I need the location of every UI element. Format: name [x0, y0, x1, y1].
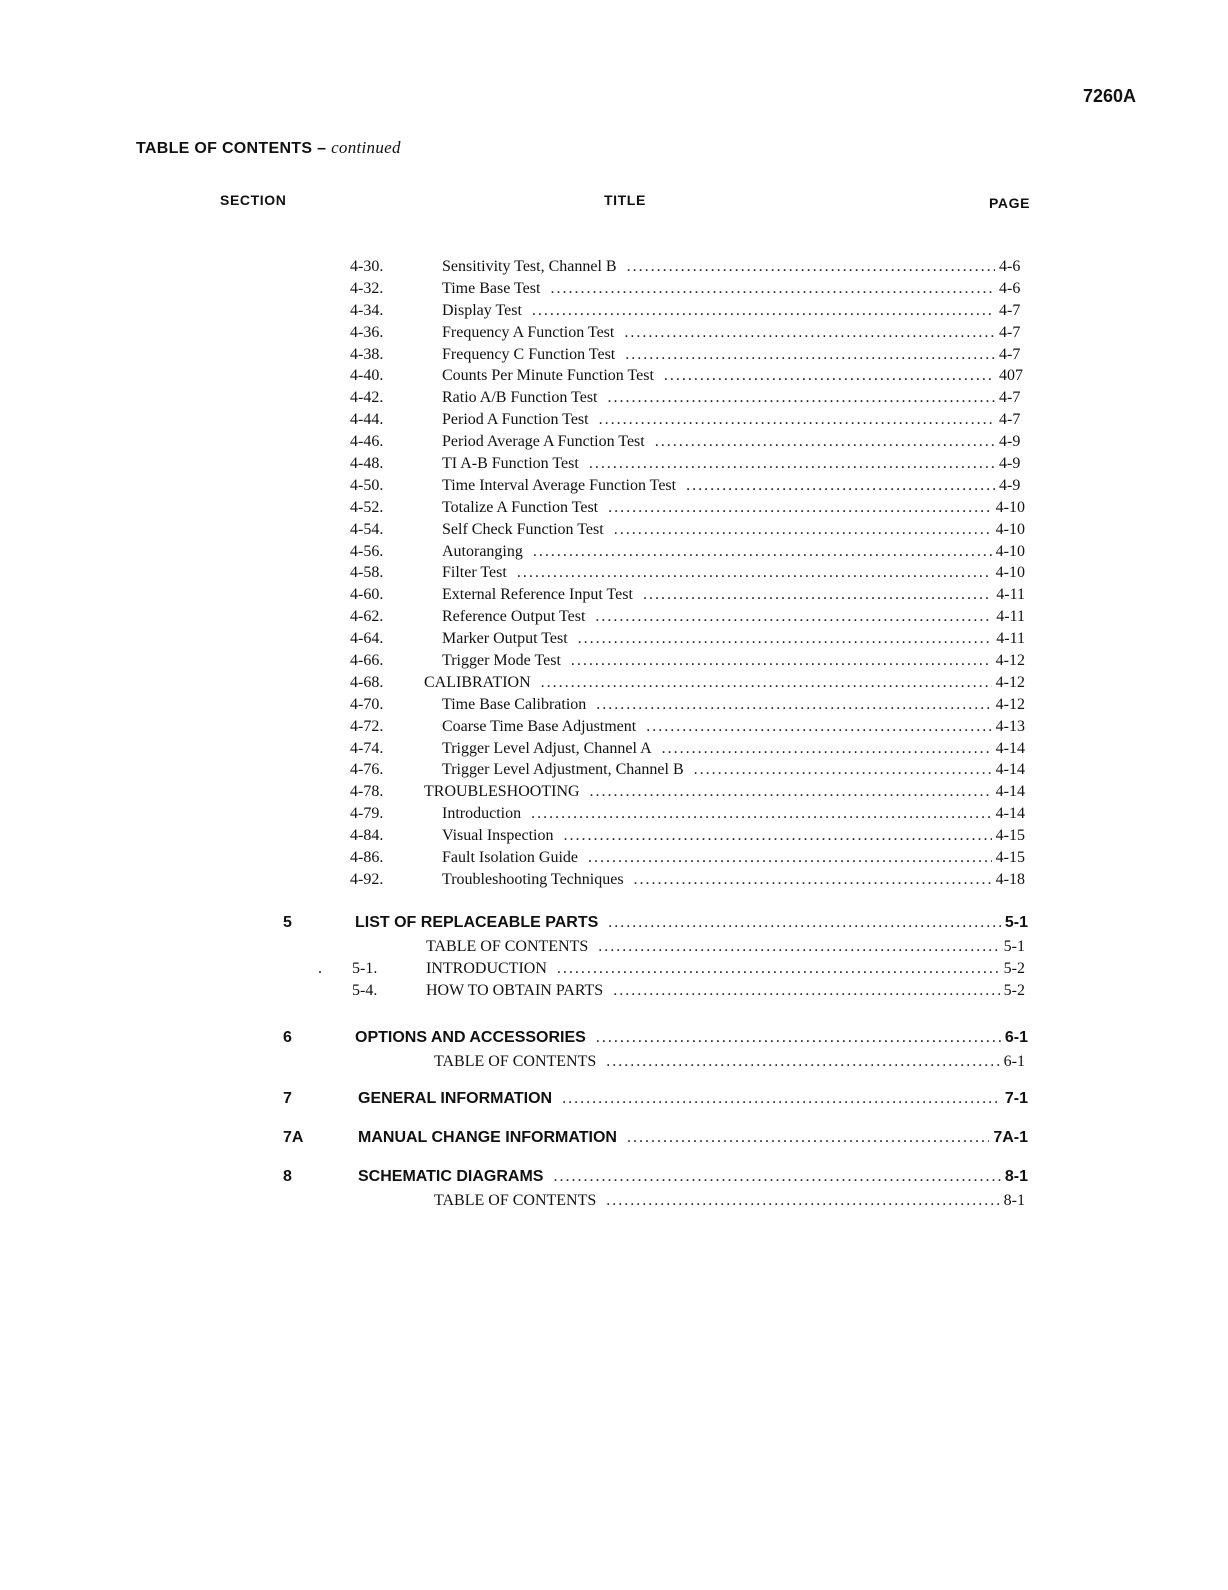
toc-entry: [0, 871, 1228, 893]
entry-number: 4-86.: [350, 849, 384, 867]
section-6-block: [0, 1029, 1228, 1075]
entry-number: 4-62.: [350, 608, 384, 626]
stray-mark: .: [318, 960, 322, 977]
subsection-title: HOW TO OBTAIN PARTS: [426, 982, 604, 999]
section-title: OPTIONS AND ACCESSORIES: [355, 1029, 586, 1046]
section-title: MANUAL CHANGE INFORMATION: [358, 1129, 617, 1146]
dot-leader: [578, 630, 993, 648]
dot-leader: [596, 1029, 1001, 1047]
entry-line: [442, 740, 1025, 758]
entry-line: [442, 302, 1025, 320]
entry-title: External Reference Input Test: [442, 586, 633, 604]
entry-title: Self Check Function Test: [442, 520, 604, 538]
subsection-row: [0, 982, 1228, 1004]
entry-line: [442, 346, 1025, 364]
entry-number: 4-68.: [350, 673, 384, 691]
toc-entry-major: [0, 674, 1228, 696]
section-page: 7A-1: [993, 1129, 1028, 1146]
entry-line: [442, 805, 1025, 823]
entry-number: 4-92.: [350, 870, 384, 888]
entry-number: 4-58.: [350, 564, 384, 582]
subsection-page: 5-2: [1003, 960, 1025, 977]
dot-leader: [589, 455, 995, 473]
entry-number: 4-40.: [350, 367, 384, 385]
section-page: 5-1: [1004, 914, 1028, 931]
dot-leader: [664, 367, 995, 385]
entry-page: 4-6: [999, 279, 1021, 297]
entry-line: [442, 389, 1025, 407]
dot-leader: [596, 696, 991, 714]
entry-line: [442, 630, 1025, 648]
entry-line: [442, 324, 1025, 342]
entry-line: [442, 849, 1025, 867]
section-number: 6: [283, 1029, 292, 1046]
subsection-page: 6-1: [1003, 1053, 1025, 1070]
entry-number: 4-50.: [350, 476, 384, 494]
entry-line: [442, 258, 1025, 276]
entry-number: 4-34.: [350, 301, 384, 319]
toc-entry: [0, 827, 1228, 849]
section-7-block: [0, 1090, 1228, 1114]
entry-page: 4-12: [995, 695, 1025, 713]
entry-title: Introduction: [442, 805, 522, 823]
entry-title: TI A-B Function Test: [442, 455, 579, 473]
entry-page: 4-14: [995, 805, 1025, 823]
entry-page: 4-13: [995, 717, 1025, 735]
dot-leader: [655, 433, 995, 451]
subsection-page: 5-2: [1003, 982, 1025, 999]
dot-leader: [614, 521, 992, 539]
dot-leader: [627, 1129, 989, 1147]
column-header-section: SECTION: [220, 192, 287, 208]
entry-number: 4-42.: [350, 389, 384, 407]
toc-entry: [0, 630, 1228, 652]
dot-leader: [550, 280, 995, 298]
entry-page: 407: [999, 367, 1023, 385]
entry-title: Display Test: [442, 301, 522, 319]
dot-leader: [613, 982, 999, 1000]
entry-line: [442, 564, 1025, 582]
entry-title: Fault Isolation Guide: [442, 849, 578, 867]
section-page: 8-1: [1004, 1168, 1028, 1185]
dot-leader: [634, 871, 992, 889]
entry-title: Trigger Level Adjustment, Channel B: [442, 761, 684, 779]
entry-title: Time Base Test: [442, 279, 541, 297]
dot-leader: [686, 477, 995, 495]
entry-number: 4-74.: [350, 739, 384, 757]
toc-entry-major: [0, 783, 1228, 805]
subsection-title: TABLE OF CONTENTS: [434, 1053, 597, 1070]
section-page: 6-1: [1004, 1029, 1028, 1046]
section-row: [0, 914, 1228, 938]
entry-line: [442, 433, 1025, 451]
toc-entry: [0, 258, 1228, 280]
entry-page: 4-12: [995, 673, 1025, 691]
subsection-page: 8-1: [1003, 1192, 1025, 1209]
toc-entry: [0, 477, 1228, 499]
entry-line: [442, 455, 1025, 473]
section-number: 8: [283, 1168, 292, 1185]
entry-number: 4-32.: [350, 279, 384, 297]
dot-leader: [627, 258, 995, 276]
dot-leader: [541, 674, 992, 692]
toc-entry: [0, 433, 1228, 455]
entry-page: 4-15: [995, 827, 1025, 845]
dot-leader: [599, 411, 995, 429]
entry-line: [442, 367, 1025, 385]
entry-line: [442, 718, 1025, 736]
toc-heading-dash: –: [312, 140, 332, 157]
dot-leader: [643, 586, 992, 604]
entry-number: 4-60.: [350, 586, 384, 604]
entry-title: Counts Per Minute Function Test: [442, 367, 654, 385]
entry-page: 4-10: [995, 498, 1025, 516]
dot-leader: [625, 346, 995, 364]
entry-line: [442, 827, 1025, 845]
entry-title: Marker Output Test: [442, 630, 568, 648]
subsection-number: 5-1.: [352, 960, 378, 977]
dot-leader: [588, 849, 992, 867]
dot-leader: [563, 827, 991, 845]
toc-entry: [0, 652, 1228, 674]
dot-leader: [608, 914, 1001, 932]
dot-leader: [533, 543, 992, 561]
section-number: 7A: [283, 1129, 304, 1146]
toc-entry: [0, 849, 1228, 871]
entry-line: [442, 499, 1025, 517]
toc-entry: [0, 761, 1228, 783]
entry-title: Filter Test: [442, 564, 507, 582]
section-line: [355, 914, 1028, 932]
toc-entry: [0, 805, 1228, 827]
entry-page: 4-9: [999, 455, 1021, 473]
entry-number: 4-72.: [350, 717, 384, 735]
section-row: [0, 1168, 1228, 1192]
entry-title: Sensitivity Test, Channel B: [442, 258, 617, 275]
entry-page: 4-18: [995, 870, 1025, 888]
entry-number: 4-66.: [350, 652, 384, 670]
entry-page: 4-10: [995, 520, 1025, 538]
toc-heading: [136, 138, 401, 158]
entry-line: [442, 652, 1025, 670]
section-number: 7: [283, 1090, 292, 1107]
subsection-line: [426, 960, 1025, 978]
toc-entry: [0, 389, 1228, 411]
toc-entry: [0, 608, 1228, 630]
section-8-block: [0, 1168, 1228, 1214]
entry-page: 4-11: [996, 586, 1025, 604]
entry-page: 4-14: [995, 783, 1025, 801]
dot-leader: [624, 324, 995, 342]
toc-entry: [0, 280, 1228, 302]
entry-line: [442, 280, 1025, 298]
dot-leader: [606, 1053, 999, 1071]
toc-entry: [0, 564, 1228, 586]
entry-title: Totalize A Function Test: [442, 498, 599, 516]
entry-title: Coarse Time Base Adjustment: [442, 717, 637, 735]
subsection-number: 5-4.: [352, 982, 378, 999]
entry-number: 4-70.: [350, 695, 384, 713]
entry-title: Trigger Mode Test: [442, 652, 561, 670]
dot-leader: [557, 960, 1000, 978]
subsection-title: TABLE OF CONTENTS: [434, 1192, 597, 1209]
entry-line: [424, 783, 1025, 801]
entry-number: 4-78.: [350, 783, 384, 801]
subsection-line: [434, 1053, 1025, 1071]
entry-line: [442, 477, 1025, 495]
toc-heading-continued: continued: [331, 138, 401, 157]
dot-leader: [531, 805, 992, 823]
section-line: [355, 1029, 1028, 1047]
entry-number: 4-36.: [350, 323, 384, 341]
dot-leader: [553, 1168, 1000, 1186]
subsection-row: [0, 938, 1228, 960]
column-header-page: PAGE: [989, 195, 1031, 211]
dot-leader: [608, 499, 992, 517]
subsection-row: [0, 1192, 1228, 1214]
subsection-title: INTRODUCTION: [426, 960, 547, 977]
section-number: 5: [283, 914, 292, 931]
entry-page: 4-7: [999, 411, 1021, 429]
subsection-title: TABLE OF CONTENTS: [426, 938, 589, 955]
dot-leader: [606, 1192, 999, 1210]
entry-number: 4-52.: [350, 498, 384, 516]
toc-heading-title: TABLE OF CONTENTS: [136, 140, 313, 157]
entry-line: [442, 608, 1025, 626]
subsection-line: [426, 938, 1025, 956]
toc-entry: [0, 367, 1228, 389]
entry-title: Time Base Calibration: [442, 695, 587, 713]
entry-number: 4-38.: [350, 345, 384, 363]
entry-title: Visual Inspection: [442, 827, 554, 845]
toc-entry: [0, 455, 1228, 477]
entry-line: [442, 543, 1025, 561]
dot-leader: [598, 938, 999, 956]
toc-entry: [0, 411, 1228, 433]
entry-page: 4-9: [999, 476, 1021, 494]
entry-number: 4-56.: [350, 542, 384, 560]
entry-number: 4-46.: [350, 433, 384, 451]
dot-leader: [595, 608, 992, 626]
section-title: SCHEMATIC DIAGRAMS: [358, 1168, 544, 1185]
entry-number: 4-48.: [350, 455, 384, 473]
entry-line: [442, 696, 1025, 714]
dot-leader: [694, 761, 992, 779]
entry-title: Period A Function Test: [442, 411, 589, 429]
entry-number: 4-84.: [350, 827, 384, 845]
toc-entry: [0, 499, 1228, 521]
entry-title: Time Interval Average Function Test: [442, 476, 677, 494]
toc-entry: [0, 740, 1228, 762]
manual-model-number: 7260A: [1082, 86, 1136, 106]
entry-number: 4-30.: [350, 258, 384, 275]
toc-entry: [0, 543, 1228, 565]
entry-title: Reference Output Test: [442, 608, 586, 626]
toc-entry: [0, 346, 1228, 368]
toc-entry: [0, 324, 1228, 346]
section-row: [0, 1029, 1228, 1053]
subsection-line: [426, 982, 1025, 1000]
subsection-row: [0, 1053, 1228, 1075]
entry-page: 4-7: [999, 389, 1021, 407]
entry-number: 4-54.: [350, 520, 384, 538]
toc-entry: [0, 696, 1228, 718]
entry-line: [442, 521, 1025, 539]
section-title: GENERAL INFORMATION: [358, 1090, 553, 1107]
entry-page: 4-11: [996, 608, 1025, 626]
column-header-title: TITLE: [604, 192, 646, 208]
entry-title: Frequency A Function Test: [442, 323, 615, 341]
entry-line: [442, 411, 1025, 429]
entry-page: 4-15: [995, 849, 1025, 867]
dot-leader: [562, 1090, 1001, 1108]
dot-leader: [646, 718, 991, 736]
entry-title: Troubleshooting Techniques: [442, 870, 624, 888]
entry-title: CALIBRATION: [424, 673, 531, 691]
entry-page: 4-12: [995, 652, 1025, 670]
entry-number: 4-76.: [350, 761, 384, 779]
entry-title: TROUBLESHOOTING: [424, 783, 580, 801]
subsection-line: [434, 1192, 1025, 1210]
dot-leader: [662, 740, 992, 758]
dot-leader: [607, 389, 995, 407]
entry-page: 4-7: [999, 323, 1021, 341]
dot-leader: [571, 652, 992, 670]
entry-number: 4-44.: [350, 411, 384, 429]
subsection-row: [0, 960, 1228, 982]
entry-page: 4-7: [999, 301, 1021, 319]
toc-entry: [0, 521, 1228, 543]
entry-page: 4-6: [999, 258, 1021, 275]
toc-entry: [0, 586, 1228, 608]
dot-leader: [590, 783, 992, 801]
entry-line: [442, 871, 1025, 889]
section-line: [358, 1090, 1028, 1108]
entry-title: Period Average A Function Test: [442, 433, 645, 451]
toc-entry: [0, 302, 1228, 324]
entry-title: Frequency C Function Test: [442, 345, 616, 363]
section-5-block: [0, 914, 1228, 1004]
section-4-entry-list: [0, 258, 1228, 893]
entry-title: Ratio A/B Function Test: [442, 389, 598, 407]
section-row: [0, 1090, 1228, 1114]
entry-page: 4-7: [999, 345, 1021, 363]
section-row: [0, 1129, 1228, 1153]
section-title: LIST OF REPLACEABLE PARTS: [355, 914, 599, 931]
section-7a-block: [0, 1129, 1228, 1153]
entry-title: Trigger Level Adjust, Channel A: [442, 739, 652, 757]
entry-line: [442, 586, 1025, 604]
section-page: 7-1: [1004, 1090, 1028, 1107]
entry-line: [442, 761, 1025, 779]
entry-page: 4-10: [995, 564, 1025, 582]
dot-leader: [532, 302, 995, 320]
subsection-page: 5-1: [1003, 938, 1025, 955]
toc-entry: [0, 718, 1228, 740]
entry-line: [424, 674, 1025, 692]
entry-page: 4-14: [995, 761, 1025, 779]
section-line: [358, 1168, 1028, 1186]
dot-leader: [517, 564, 992, 582]
entry-number: 4-79.: [350, 805, 384, 823]
entry-page: 4-9: [999, 433, 1021, 451]
entry-number: 4-64.: [350, 630, 384, 648]
entry-page: 4-10: [995, 542, 1025, 560]
entry-page: 4-14: [995, 739, 1025, 757]
entry-page: 4-11: [996, 630, 1025, 648]
section-line: [358, 1129, 1028, 1147]
entry-title: Autoranging: [442, 542, 523, 560]
